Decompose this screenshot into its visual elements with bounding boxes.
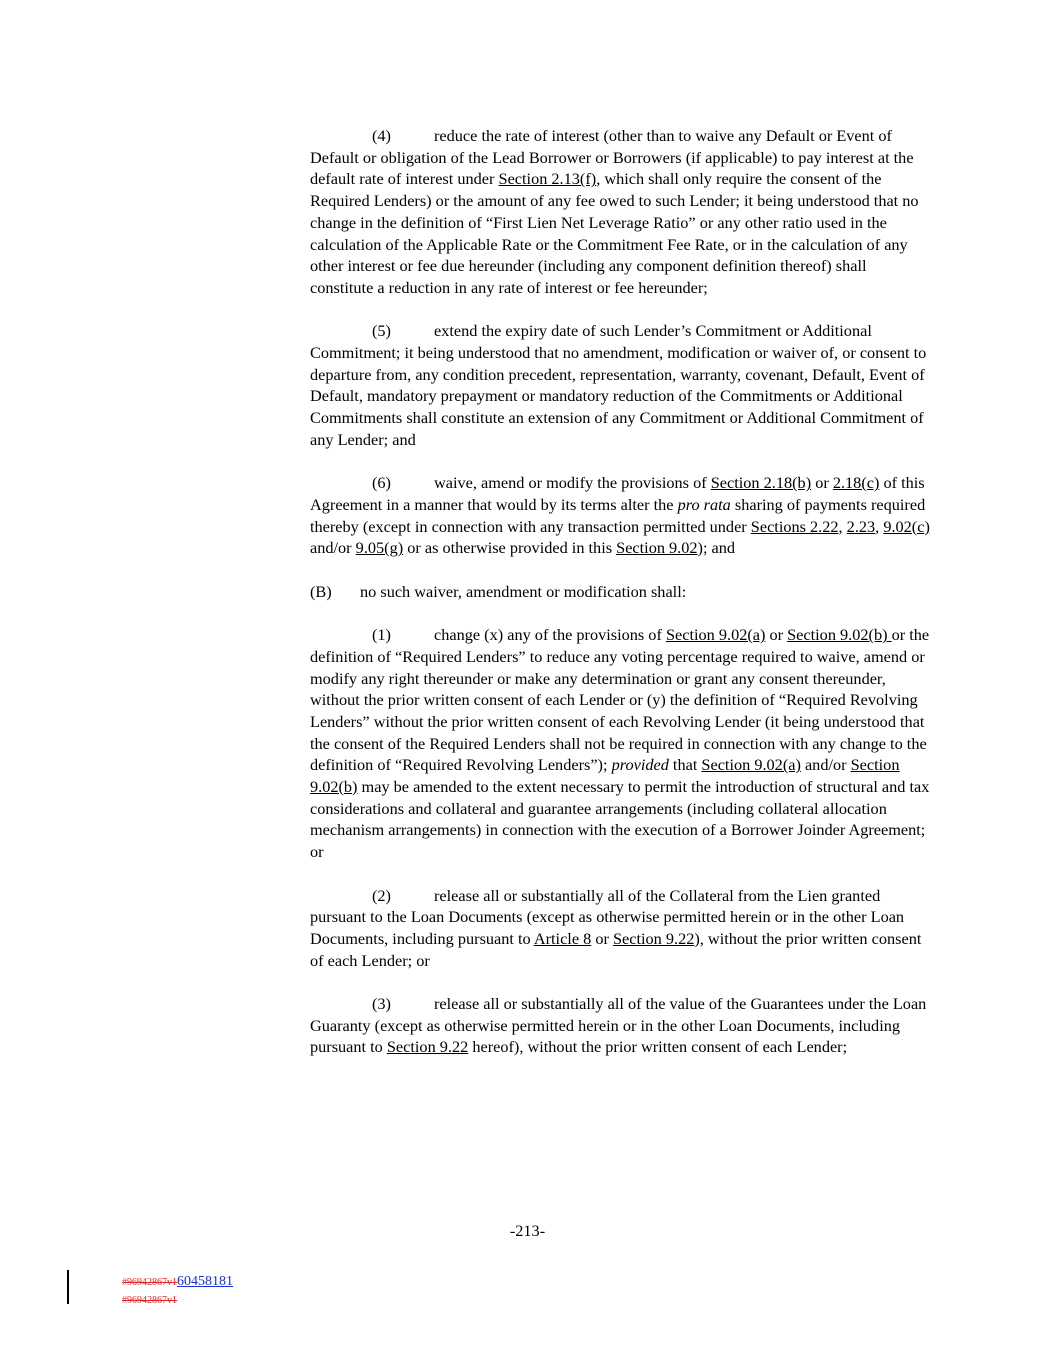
- clause-text: extend the expiry date of such Lender’s Commitment or Additional Commitment; it being understood that no amendment, modification or waiver of, or consent to departure from, any condition precedent, representation, warranty, covenant, Default, Event of Default, mandatory prepayment or mandatory reduction of the Commitments or Additional Commitments shall constitute an extension of any Commitment or Additional Commitment of any Lender; and: [310, 321, 927, 449]
- clause-text: that: [668, 755, 702, 775]
- clause-text: ), without the prior written consent of each Lender; or: [310, 928, 922, 970]
- document-body: [310, 125, 932, 1080]
- clause-text: release all or substantially all of the Collateral from the Lien granted pursuant to the Loan Documents (except as otherwise permitted herein or in the other Loan Documents, including pursuant to: [310, 885, 905, 948]
- italic-term: provided: [611, 755, 669, 775]
- clause-text: ,: [838, 516, 847, 536]
- section-reference: Section 9.02(a): [665, 625, 766, 645]
- clause-text: or as otherwise provided in this: [403, 538, 617, 558]
- clause-text: change (x) any of the provisions of: [434, 625, 666, 645]
- section-reference: Article 8: [533, 928, 592, 948]
- clause-b: [310, 581, 932, 603]
- clause-text: waive, amend or modify the provisions of: [434, 473, 711, 493]
- clause-b2: [310, 885, 932, 972]
- clause-b1: [310, 624, 932, 863]
- clause-number: (B): [310, 581, 332, 601]
- clause-number: (5): [372, 321, 391, 341]
- clause-text: or: [765, 625, 788, 645]
- section-reference: Section 9.22: [386, 1037, 469, 1057]
- document-id-line-1: [122, 1272, 233, 1290]
- clause-a5: [310, 320, 932, 450]
- clause-text: may be amended to the extent necessary to permit the introduction of structural and tax considerations and collateral and guarantee arrangements (including collateral allocation mechanism arrangements) in connection with the execution of a Borrower Joinder Agreement; or: [310, 777, 930, 862]
- section-reference: Sections 2.22: [750, 516, 839, 536]
- clause-text: release all or substantially all of the value of the Guarantees under the Loan Guaranty (except as otherwise permitted herein or in the other Loan Documents, including pursuant to: [310, 994, 927, 1057]
- clause-number: (1): [372, 625, 391, 645]
- clause-text: of this Agreement in a manner that would by its terms alter the: [310, 473, 925, 514]
- clause-text: no such waiver, amendment or modification shall:: [360, 581, 687, 601]
- section-reference: 2.23: [846, 516, 876, 536]
- section-reference: 9.05(g): [355, 538, 404, 558]
- section-reference: Section 9.02(b): [787, 625, 892, 645]
- clause-a4: [310, 125, 932, 299]
- clause-number: (3): [372, 994, 391, 1014]
- section-reference: Section 9.02(b): [310, 755, 900, 797]
- change-bar: [67, 1270, 69, 1304]
- section-reference: Section 2.18(b): [710, 473, 812, 493]
- section-reference: Section 9.22: [612, 928, 695, 948]
- clause-text: hereof), without the prior written consent of each Lender;: [468, 1037, 848, 1057]
- clause-text: or: [811, 473, 833, 493]
- clause-text: or the definition of “Required Lenders” to reduce any voting percentage required to waive, amend or modify any right thereunder or make any determination or grant any consent thereunder, without the prior written consent of each Lender or (y) the definition of “Required Revolving Lenders” without the prior written consent of each Revolving Lender (it being understood that the consent of the Required Lenders shall not be required in connection with any change to the definition of “Required Revolving Lenders”);: [310, 625, 930, 775]
- section-reference: Section 2.13(f): [498, 169, 597, 189]
- section-reference: 9.02(c): [883, 516, 930, 536]
- deleted-doc-id: #96942867v1: [122, 1295, 177, 1306]
- clause-number: (4): [372, 126, 391, 145]
- clause-text: and/or: [800, 755, 851, 775]
- section-reference: Section 9.02: [616, 538, 698, 558]
- inserted-doc-id: 60458181: [177, 1274, 233, 1289]
- clause-text: sharing of payments required thereby (except in connection with any transaction permitted under: [310, 494, 926, 536]
- clause-text: , which shall only require the consent of the Required Lenders) or the amount of any fee owed to such Lender; it being understood that no change in the definition of “First Lien Net Leverage Ratio” or any other ratio used in the calculation of the Applicable Rate or the Commitment Fee Rate, or in the calculation of any other interest or fee due hereunder (including any component definition thereof) shall constitute a reduction in any rate of interest or fee hereunder;: [310, 169, 919, 297]
- clause-text: ,: [875, 516, 884, 536]
- italic-term: pro rata: [677, 494, 731, 514]
- page-number: -213-: [509, 1221, 546, 1240]
- clause-text: or: [591, 928, 613, 948]
- deleted-doc-id: #96942867v1: [122, 1277, 177, 1288]
- section-reference: Section 9.02(a): [701, 755, 801, 775]
- clause-text: and/or: [310, 538, 356, 558]
- clause-text: ); and: [697, 538, 736, 558]
- clause-text: reduce the rate of interest (other than to waive any Default or Event of Default or obligation of the Lead Borrower or Borrowers (if applicable) to pay interest at the default rate of interest under: [310, 126, 914, 189]
- clause-a6: [310, 472, 932, 559]
- clause-number: (6): [372, 473, 391, 493]
- clause-b3: [310, 993, 932, 1058]
- document-id-line-2: [122, 1290, 177, 1308]
- section-reference: 2.18(c): [832, 473, 880, 493]
- clause-number: (2): [372, 885, 391, 905]
